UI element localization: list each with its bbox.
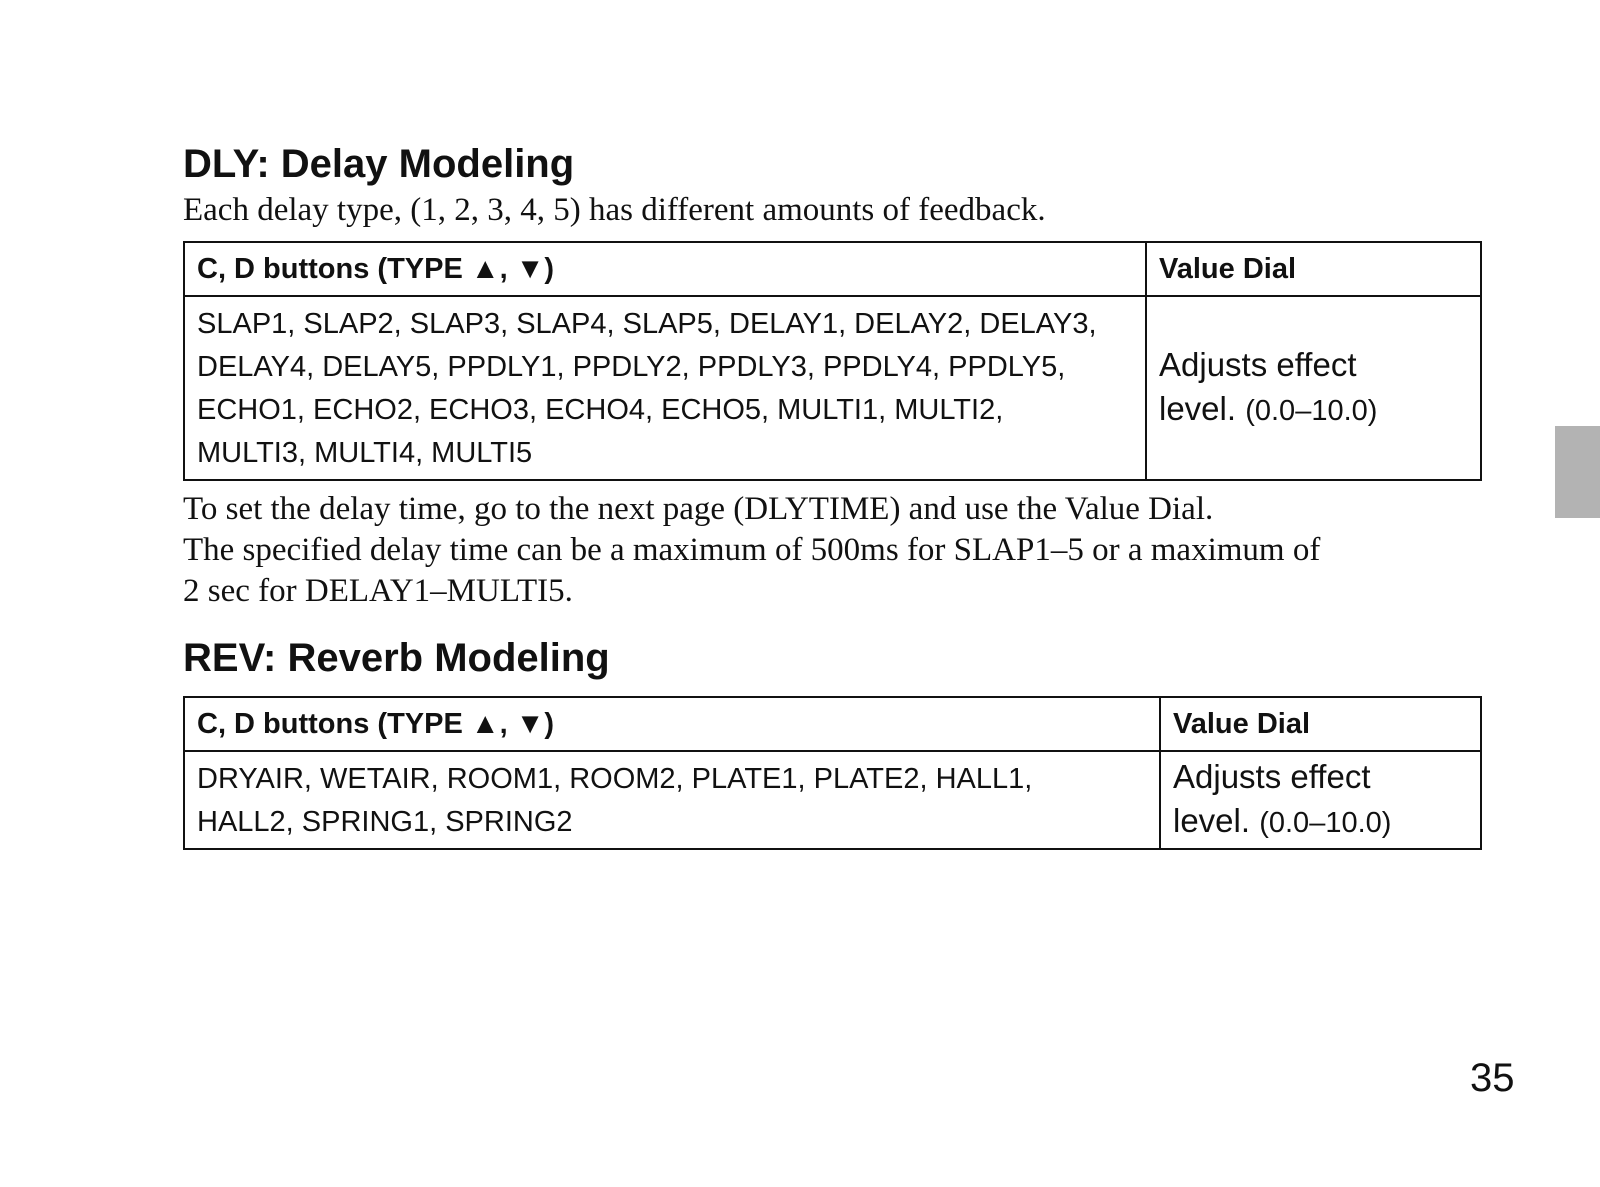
rev-type-line: DRYAIR, WETAIR, ROOM1, ROOM2, PLATE1, PLATE2, HALL1, — [197, 763, 1033, 795]
rev-dial-description — [1160, 751, 1481, 849]
rev-dial-range: (0.0–10.0) — [1259, 807, 1392, 839]
dly-type-line: DELAY4, DELAY5, PPDLY1, PPDLY2, PPDLY3, PPDLY4, PPDLY5, — [197, 351, 1066, 383]
rev-table-row — [184, 751, 1481, 849]
dly-note-line: The specified delay time can be a maximum of 500ms for SLAP1–5 or a maximum of — [183, 532, 1321, 568]
dly-type-list — [184, 296, 1146, 480]
rev-section-title: REV: Reverb Modeling — [183, 636, 610, 680]
rev-header-type-buttons: C, D buttons (TYPE ▲, ▼) — [184, 697, 1160, 751]
chapter-tab-marker — [1555, 426, 1600, 518]
dly-parameter-table — [183, 241, 1482, 481]
dly-notes — [183, 489, 1480, 612]
rev-dial-line2: level. — [1173, 802, 1251, 839]
dly-type-line: ECHO1, ECHO2, ECHO3, ECHO4, ECHO5, MULTI1, MULTI2, — [197, 394, 1004, 426]
dly-dial-line2-wrap — [1159, 387, 1468, 433]
dly-header-value-dial: Value Dial — [1146, 242, 1481, 296]
rev-table-header-row — [184, 697, 1481, 751]
page-number: 35 — [1470, 1056, 1515, 1100]
dly-table-header-row — [184, 242, 1481, 296]
dly-note-line: To set the delay time, go to the next page (DLYTIME) and use the Value Dial. — [183, 491, 1214, 527]
rev-header-value-dial: Value Dial — [1160, 697, 1481, 751]
rev-dial-line2-wrap — [1173, 799, 1468, 845]
dly-intro-text: Each delay type, (1, 2, 3, 4, 5) has different amounts of feedback. — [183, 192, 1046, 228]
dly-type-line: SLAP1, SLAP2, SLAP3, SLAP4, SLAP5, DELAY1, DELAY2, DELAY3, — [197, 308, 1097, 340]
rev-type-line: HALL2, SPRING1, SPRING2 — [197, 806, 573, 838]
dly-dial-range: (0.0–10.0) — [1245, 395, 1378, 427]
dly-table-row — [184, 296, 1481, 480]
dly-type-line: MULTI3, MULTI4, MULTI5 — [197, 437, 533, 469]
dly-section-title: DLY: Delay Modeling — [183, 142, 575, 186]
dly-dial-line2: level. — [1159, 390, 1237, 427]
dly-dial-description — [1146, 296, 1481, 480]
dly-header-type-buttons: C, D buttons (TYPE ▲, ▼) — [184, 242, 1146, 296]
manual-page — [183, 138, 1480, 850]
dly-note-line: 2 sec for DELAY1–MULTI5. — [183, 573, 573, 609]
rev-dial-line1: Adjusts effect — [1173, 758, 1371, 795]
rev-type-list — [184, 751, 1160, 849]
rev-parameter-table — [183, 696, 1482, 850]
dly-dial-line1: Adjusts effect — [1159, 346, 1357, 383]
